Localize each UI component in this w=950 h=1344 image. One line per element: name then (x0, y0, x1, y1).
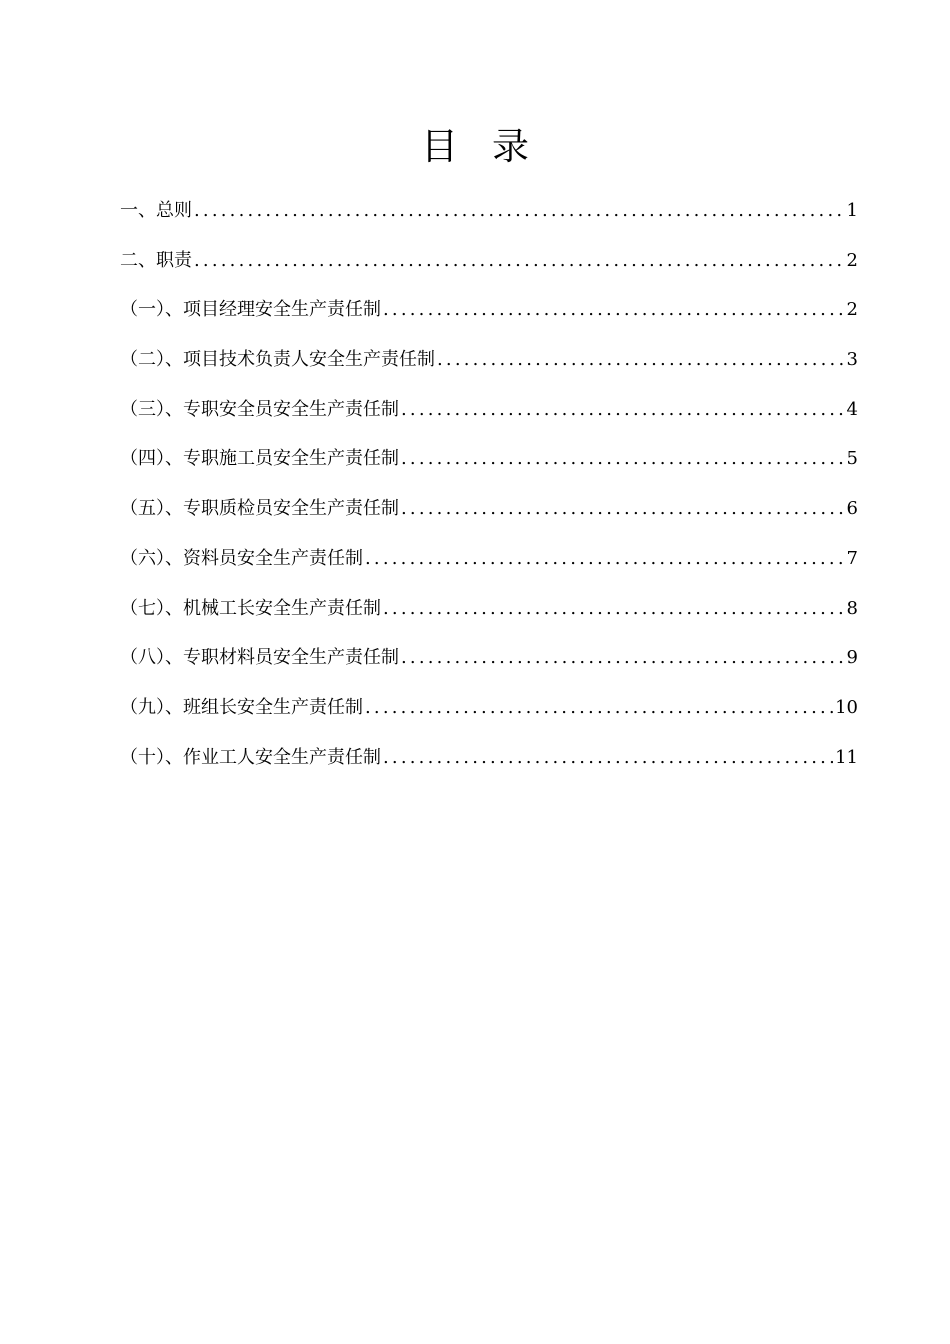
toc-entry[interactable] (120, 392, 858, 442)
toc-entry[interactable] (120, 491, 858, 541)
toc-page-number: 8 (846, 597, 858, 619)
toc-entry[interactable] (120, 441, 858, 491)
toc-page-number: 4 (846, 398, 858, 420)
toc-dot-leader (401, 640, 845, 676)
toc-page-number: 11 (835, 746, 858, 768)
toc-page-number: 5 (846, 448, 858, 470)
toc-page-number: 9 (846, 647, 858, 669)
toc-dot-leader (383, 740, 833, 776)
toc-dot-leader (365, 541, 845, 577)
toc-page-number: 1 (846, 200, 858, 221)
toc-entry[interactable] (120, 541, 858, 591)
toc-entry-label: （四）、专职施工员安全生产责任制 (120, 448, 399, 470)
toc-page-number: 7 (846, 547, 858, 569)
toc-dot-leader (401, 392, 845, 428)
toc-entry-label: 一、总则 (120, 200, 192, 221)
toc-page-number: 10 (835, 696, 858, 718)
toc-dot-leader (383, 591, 845, 627)
toc-entry[interactable] (120, 690, 858, 740)
toc-entry-label: （十）、作业工人安全生产责任制 (120, 746, 381, 768)
toc-list (120, 193, 858, 789)
toc-entry[interactable] (120, 292, 858, 342)
toc-entry[interactable] (120, 740, 858, 790)
toc-entry[interactable] (120, 243, 858, 293)
toc-entry-label: （三）、专职安全员安全生产责任制 (120, 398, 399, 420)
toc-dot-leader (194, 243, 845, 279)
toc-dot-leader (365, 690, 833, 726)
toc-entry-label: （二）、项目技术负责人安全生产责任制 (120, 349, 435, 371)
toc-page-number: 3 (846, 349, 858, 371)
toc-dot-leader (194, 193, 845, 229)
toc-entry[interactable] (120, 591, 858, 641)
toc-dot-leader (401, 441, 845, 477)
toc-entry-label: （九）、班组长安全生产责任制 (120, 696, 363, 718)
toc-page-number: 6 (846, 498, 858, 520)
toc-dot-leader (401, 491, 845, 527)
toc-entry[interactable] (120, 342, 858, 392)
toc-entry-label: 二、职责 (120, 249, 192, 271)
toc-page-number: 2 (846, 299, 858, 321)
toc-entry-label: （八）、专职材料员安全生产责任制 (120, 647, 399, 669)
toc-entry-label: （七）、机械工长安全生产责任制 (120, 597, 381, 619)
toc-entry[interactable] (120, 193, 858, 243)
toc-entry[interactable] (120, 640, 858, 690)
toc-dot-leader (383, 292, 845, 328)
toc-entry-label: （六）、资料员安全生产责任制 (120, 547, 363, 569)
toc-dot-leader (437, 342, 845, 378)
toc-page-number: 2 (846, 249, 858, 271)
toc-entry-label: （一）、项目经理安全生产责任制 (120, 299, 381, 321)
toc-entry-label: （五）、专职质检员安全生产责任制 (120, 498, 399, 520)
page-title: 目录 (421, 125, 563, 168)
